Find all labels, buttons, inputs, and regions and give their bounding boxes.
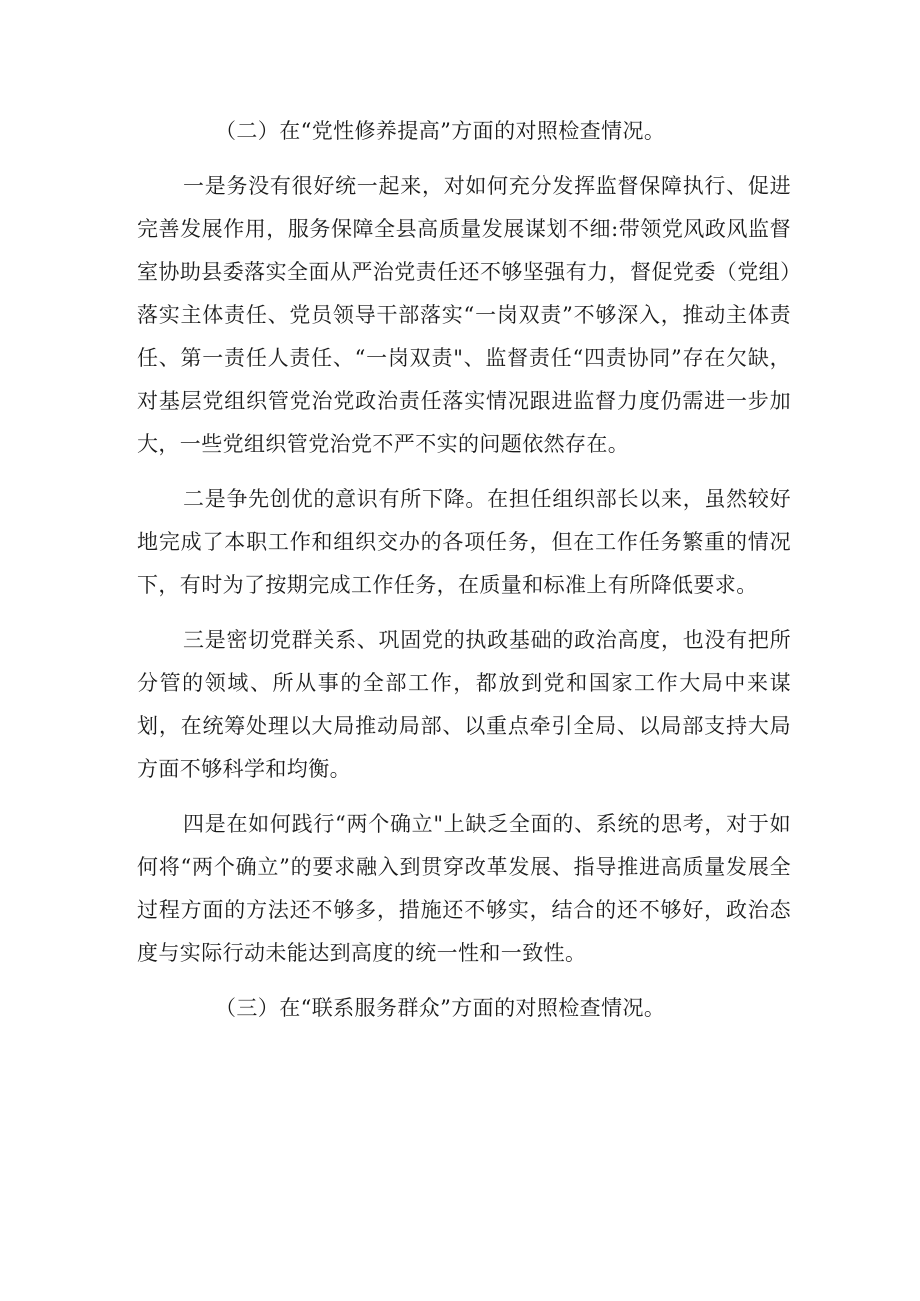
paragraph-3: 三是密切党群关系、巩固党的执政基础的政治高度，也没有把所分管的领域、所从事的全部工作，都放到党和国家工作大局中来谋划，在统筹处理以大局推动局部、以重点牵引全局、以局部支持大局方面不够科学和均衡。 bbox=[137, 628, 791, 781]
paragraph-gap bbox=[137, 466, 791, 478]
paragraph-gap bbox=[137, 975, 791, 987]
paragraph-gap bbox=[137, 607, 791, 619]
section-heading-3: （三）在“联系服务群众”方面的对照检查情况。 bbox=[215, 996, 666, 1020]
paragraph-1: 一是务没有很好统一起来，对如何充分发挥监督保障执行、促进完善发展作用，服务保障全县高质量发展谋划不细:带领党风政风监督室协助县委落实全面从严治党责任还不够坚强有力，督促党委（党组）落实主体责任、党员领导干部落实“一岗双责”不够深入，推动主体责任、第一责任人责任、“一岗双责"、监督责任“四责协同”存在欠缺，对基层党组织管党治党政治责任落实情况跟进监督力度仍需进一步加大，一些党组织管党治党不严不实的问题依然存在。 bbox=[137, 174, 791, 456]
paragraph-gap bbox=[137, 791, 791, 803]
paragraph-2: 二是争先创优的意识有所下降。在担任组织部长以来，虽然较好地完成了本职工作和组织交办的各项任务，但在工作任务繁重的情况下，有时为了按期完成工作任务，在质量和标准上有所降低要求。 bbox=[137, 487, 791, 597]
paragraph-4: 四是在如何践行“两个确立"上缺乏全面的、系统的思考，对于如何将“两个确立”的要求融入到贯穿改革发展、指导推进高质量发展全过程方面的方法还不够多，措施还不够实，结合的还不够好，政治态度与实际行动未能达到高度的统一性和一致性。 bbox=[137, 812, 791, 965]
section-heading-2: （二）在“党性修养提高”方面的对照检查情况。 bbox=[215, 119, 666, 143]
paragraph-gap bbox=[137, 153, 791, 165]
document-body bbox=[137, 110, 791, 1030]
